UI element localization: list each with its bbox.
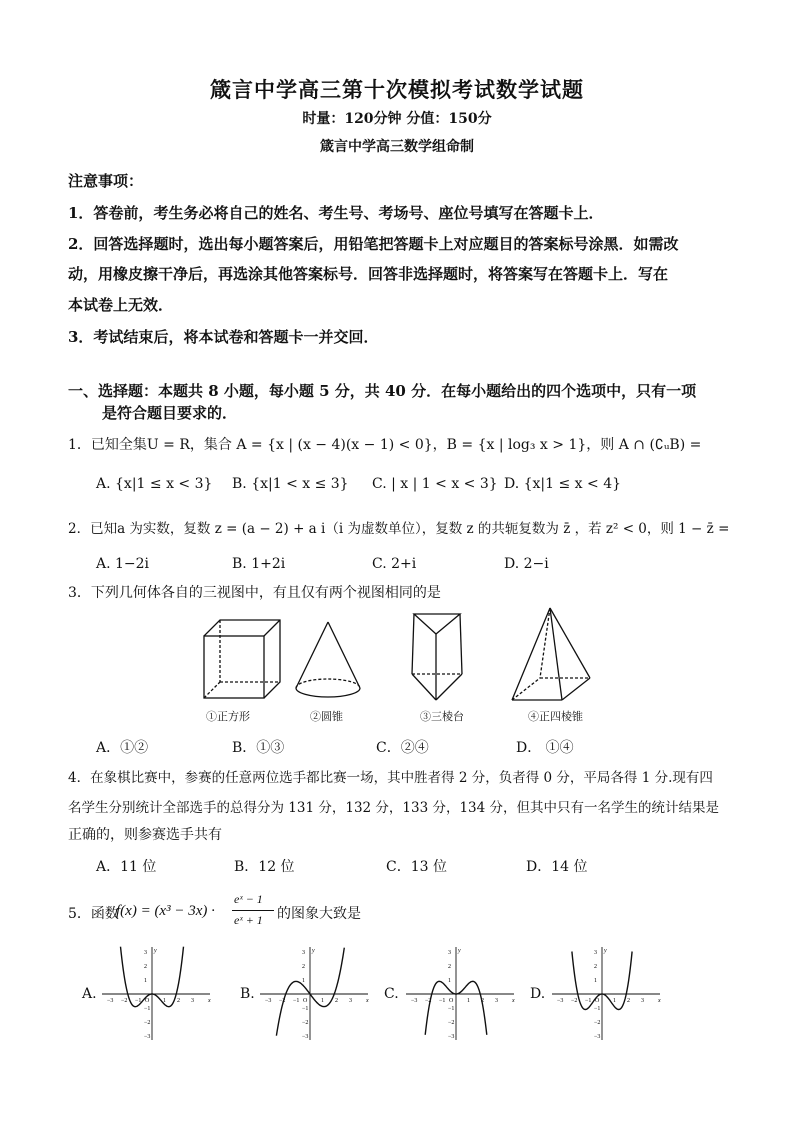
- frustum-figure: [412, 614, 462, 700]
- q5-fraction-numerator: eˣ − 1: [234, 892, 263, 906]
- q2-option-c[interactable]: C. 2+i: [372, 556, 417, 572]
- x-tick-label: 1: [613, 998, 616, 1004]
- q1-option-c[interactable]: C. | x | 1 < x < 3}: [372, 476, 498, 492]
- q3-caption-2: ②圆锥: [310, 710, 343, 723]
- x-tick-label: 1: [321, 998, 324, 1004]
- x-tick-label: −3: [107, 998, 114, 1004]
- x-tick-label: −3: [265, 998, 272, 1004]
- x-tick-label: −3: [411, 998, 418, 1004]
- exam-title: 箴言中学高三第十次模拟考试数学试题: [210, 77, 584, 102]
- y-axis-name: y: [604, 948, 607, 954]
- y-tick-label: 3: [302, 950, 305, 956]
- q3-option-c[interactable]: C．②④: [376, 740, 429, 756]
- q3-stem: 3．下列几何体各自的三视图中，有且仅有两个视图相同的是: [68, 585, 441, 601]
- note-3: 3．考试结束后，将本试卷和答题卡一并交回．: [68, 328, 379, 346]
- x-tick-label: 3: [641, 998, 644, 1004]
- x-tick-label: −2: [279, 998, 286, 1004]
- note-2-line-1: 2．回答选择题时，选出每小题答案后，用铅笔把答题卡上对应题目的答案标号涂黑．如需改: [68, 235, 679, 253]
- x-tick-label: −2: [121, 998, 128, 1004]
- y-tick-label: 3: [144, 950, 147, 956]
- note-1: 1．答卷前，考生务必将自己的姓名、考生号、考场号、座位号填写在答题卡上．: [68, 204, 604, 222]
- q5-graph-b: [256, 944, 374, 1042]
- q4-option-a[interactable]: A．11 位: [96, 859, 157, 875]
- note-2-line-2: 动，用橡皮擦干净后，再选涂其他答案标号．回答非选择题时，将答案写在答题卡上．写在: [68, 265, 669, 283]
- x-tick-label: 2: [177, 998, 180, 1004]
- y-tick-label: −2: [302, 1020, 309, 1026]
- x-tick-label: −2: [425, 998, 432, 1004]
- q1-option-b[interactable]: B. {x|1 < x ≤ 3}: [232, 476, 349, 492]
- q4-option-c[interactable]: C．13 位: [386, 859, 447, 875]
- q5-graph-a: [98, 944, 216, 1042]
- q3-caption-3: ③三棱台: [420, 710, 464, 723]
- y-tick-label: −3: [448, 1034, 455, 1040]
- exam-time-score: 时量：120分钟 分值：150分: [302, 111, 492, 127]
- q5-option-d[interactable]: D.: [530, 986, 546, 1002]
- x-tick-label: O: [303, 998, 308, 1004]
- q5-option-b[interactable]: B.: [240, 986, 255, 1002]
- note-2-line-3: 本试卷上无效．: [68, 296, 174, 314]
- x-axis-name: x: [208, 998, 211, 1004]
- y-tick-label: −3: [594, 1034, 601, 1040]
- q1-stem: 1．已知全集U = R，集合 A = {x | (x − 4)(x − 1) < 0}，B = {x | log₃ x > 1}，则 A ∩ (∁ᵤB) =: [68, 437, 702, 453]
- y-tick-label: −3: [144, 1034, 151, 1040]
- y-tick-label: −2: [448, 1020, 455, 1026]
- y-axis-name: y: [458, 948, 461, 954]
- y-axis-name: y: [312, 948, 315, 954]
- x-tick-label: −1: [135, 998, 142, 1004]
- x-tick-label: 3: [495, 998, 498, 1004]
- q5-function: f(x) = (x³ − 3x) ·: [116, 903, 215, 919]
- y-axis-name: y: [154, 948, 157, 954]
- y-tick-label: −2: [144, 1020, 151, 1026]
- x-tick-label: −1: [293, 998, 300, 1004]
- x-tick-label: 2: [627, 998, 630, 1004]
- y-tick-label: 3: [594, 950, 597, 956]
- y-tick-label: −3: [302, 1034, 309, 1040]
- y-tick-label: −1: [144, 1006, 151, 1012]
- x-tick-label: O: [595, 998, 600, 1004]
- x-axis-name: x: [658, 998, 661, 1004]
- x-tick-label: −1: [585, 998, 592, 1004]
- q3-option-a[interactable]: A．①②: [96, 740, 149, 756]
- cube-figure: [204, 620, 280, 698]
- notes-heading: 注意事项：: [68, 172, 144, 190]
- x-axis-name: x: [512, 998, 515, 1004]
- x-tick-label: −1: [439, 998, 446, 1004]
- y-tick-label: 1: [594, 978, 597, 984]
- y-tick-label: 2: [594, 964, 597, 970]
- x-tick-label: O: [145, 998, 150, 1004]
- q5-graph-d: [548, 944, 666, 1042]
- x-tick-label: 2: [335, 998, 338, 1004]
- q4-option-d[interactable]: D．14 位: [526, 859, 588, 875]
- x-tick-label: 3: [191, 998, 194, 1004]
- q3-solids-figure: [190, 604, 610, 724]
- y-tick-label: −1: [594, 1006, 601, 1012]
- q3-option-b[interactable]: B．①③: [232, 740, 285, 756]
- x-tick-label: −2: [571, 998, 578, 1004]
- x-tick-label: 1: [163, 998, 166, 1004]
- cone-figure: [296, 622, 360, 697]
- q5-fraction-denominator: eˣ + 1: [234, 913, 263, 927]
- y-tick-label: 2: [302, 964, 305, 970]
- y-tick-label: 1: [448, 978, 451, 984]
- y-tick-label: 2: [448, 964, 451, 970]
- q4-line-1: 4．在象棋比赛中，参赛的任意两位选手都比赛一场，其中胜者得 2 分，负者得 0 分，平局各得 1 分.现有四: [68, 770, 713, 786]
- x-tick-label: O: [449, 998, 454, 1004]
- q2-option-a[interactable]: A. 1−2i: [96, 556, 150, 572]
- x-tick-label: −3: [557, 998, 564, 1004]
- pyramid-figure: [512, 608, 590, 700]
- y-tick-label: 1: [302, 978, 305, 984]
- q1-option-a[interactable]: A. {x|1 ≤ x < 3}: [96, 476, 213, 492]
- q2-option-d[interactable]: D. 2−i: [504, 556, 549, 572]
- q2-option-b[interactable]: B. 1+2i: [232, 556, 286, 572]
- y-tick-label: −1: [448, 1006, 455, 1012]
- section-1-heading-cont: 是符合题目要求的．: [102, 404, 238, 422]
- q5-suffix: 的图象大致是: [277, 906, 361, 922]
- q4-line-2: 名学生分别统计全部选手的总得分为 131 分，132 分，133 分，134 分，但其中只有一名学生的统计结果是: [68, 800, 720, 816]
- q5-option-c[interactable]: C.: [384, 986, 399, 1002]
- section-1-heading: 一、选择题：本题共 8 小题，每小题 5 分，共 40 分．在每小题给出的四个选项中，只有一项: [68, 382, 697, 400]
- y-tick-label: −1: [302, 1006, 309, 1012]
- q1-option-d[interactable]: D. {x|1 ≤ x < 4}: [504, 476, 622, 492]
- q4-line-3: 正确的，则参赛选手共有: [68, 827, 222, 843]
- x-tick-label: 3: [349, 998, 352, 1004]
- y-tick-label: −2: [594, 1020, 601, 1026]
- x-tick-label: 2: [481, 998, 484, 1004]
- exam-author: 箴言中学高三数学组命制: [320, 139, 474, 155]
- q2-stem: 2．已知a 为实数，复数 z = (a − 2) + a i（i 为虚数单位），复数 z 的共轭复数为 z̄ ，若 z² < 0，则 1 − z̄ =: [68, 521, 730, 537]
- x-axis-name: x: [366, 998, 369, 1004]
- q3-caption-1: ①正方形: [206, 710, 250, 723]
- q5-fraction-bar: [232, 910, 274, 911]
- q3-option-d[interactable]: D． ①④: [516, 740, 574, 756]
- q3-caption-4: ④正四棱锥: [528, 710, 583, 723]
- y-tick-label: 3: [448, 950, 451, 956]
- q4-option-b[interactable]: B．12 位: [234, 859, 295, 875]
- q5-prefix: 5．函数: [68, 906, 119, 922]
- q5-graph-c: [402, 944, 520, 1042]
- y-tick-label: 2: [144, 964, 147, 970]
- q5-option-a[interactable]: A.: [82, 986, 97, 1002]
- x-tick-label: 1: [467, 998, 470, 1004]
- y-tick-label: 1: [144, 978, 147, 984]
